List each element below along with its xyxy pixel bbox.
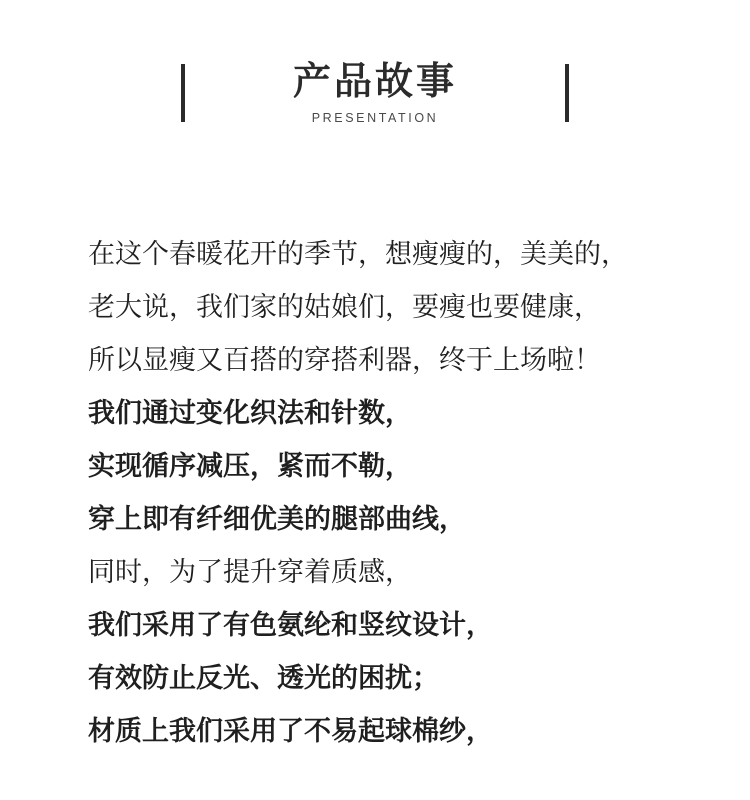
body-line: 同时，为了提升穿着质感， — [88, 557, 412, 588]
body-line: 我们通过变化织法和针数， — [88, 398, 412, 429]
body-copy — [88, 228, 674, 758]
page-header — [0, 0, 750, 200]
body-line: 穿上即有纤细优美的腿部曲线， — [88, 504, 466, 535]
body-line: 我们采用了有色氨纶和竖纹设计， — [88, 610, 493, 641]
divider-right — [565, 64, 569, 122]
body-line: 实现循序减压，紧而不勒， — [88, 451, 412, 482]
header-inner — [0, 59, 750, 125]
body-line: 材质上我们采用了不易起球棉纱， — [88, 716, 493, 747]
page-subtitle: PRESENTATION — [311, 110, 439, 125]
body-line: 老大说，我们家的姑娘们，要瘦也要健康， — [88, 292, 601, 323]
title-block — [292, 59, 457, 125]
divider-left — [181, 64, 185, 122]
body-line: 所以显瘦又百搭的穿搭利器，终于上场啦！ — [88, 345, 601, 376]
body-line: 在这个春暖花开的季节，想瘦瘦的，美美的， — [88, 239, 628, 270]
page-title: 产品故事 — [292, 59, 457, 103]
body-line: 有效防止反光、透光的困扰； — [88, 663, 439, 694]
